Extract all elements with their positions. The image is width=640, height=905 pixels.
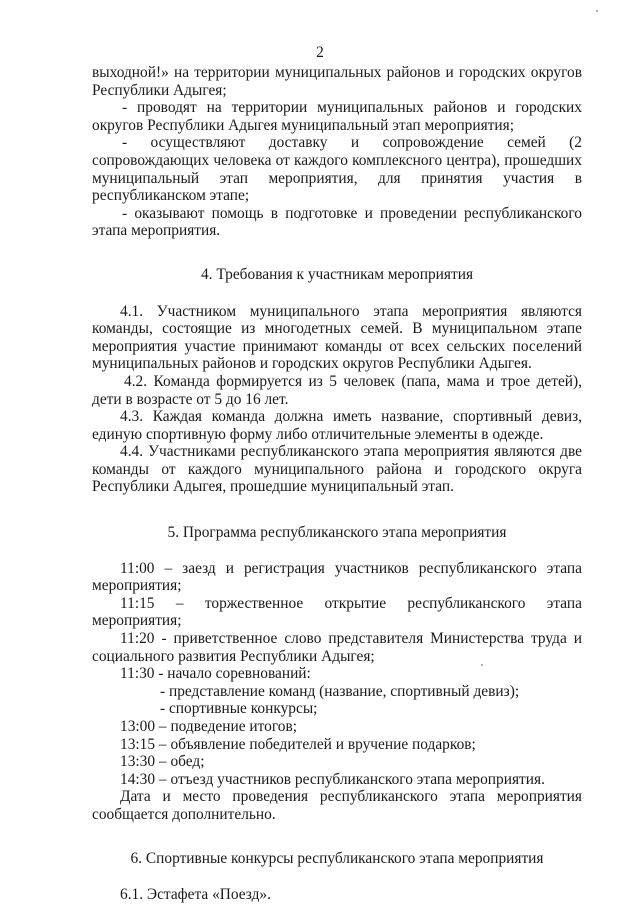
program-subitem: - спортивные конкурсы;: [160, 700, 318, 718]
program-note: Дата и место проведения республиканского этапа мероприятия сообщается дополнительно.: [92, 788, 582, 823]
scan-speck: [596, 10, 598, 12]
program-item: 14:30 – отъезд участников республиканского этапа мероприятия.: [120, 770, 545, 788]
program-item: 13:15 – объявление победителей и вручение подарков;: [120, 735, 476, 753]
page-number: 2: [316, 44, 324, 61]
section-5-heading: 5. Программа республиканского этапа мероприятия: [167, 524, 507, 542]
section-6-heading: 6. Спортивные конкурсы республиканского этапа мероприятия: [130, 849, 544, 867]
program-item: 13:30 – обед;: [120, 753, 205, 771]
section-4-paragraph: 4.1. Участником муниципального этапа мероприятия являются команды, состоящие из многодетных семей. В муниципальном этапе мероприятия участие принимают команды от всех сельских поселений муниципальных районов и городских округов Республики Адыгея.: [92, 302, 582, 373]
program-subitem: - представление команд (название, спортивный девиз);: [160, 682, 520, 700]
program-item: 11:15 – торжественное открытие республиканского этапа мероприятия;: [92, 594, 582, 630]
document-body: [92, 64, 582, 904]
section-4-heading: 4. Требования к участникам мероприятия: [200, 265, 474, 283]
intro-continuation: выходной!» на территории муниципальных районов и городских округов Республики Адыгея;: [92, 64, 582, 99]
section-6-item: 6.1. Эстафета «Поезд».: [120, 886, 271, 904]
program-item: 11:30 - начало соревнований:: [120, 665, 311, 683]
section-4-paragraph: 4.4. Участниками республиканского этапа мероприятия являются две команды от каждого муниципального района и городского округа Республики Адыгея, прошедшие муниципальный этап.: [92, 443, 582, 496]
program-item: 11:20 - приветственное слово представителя Министерства труда и социального развития Республики Адыгея;: [92, 630, 582, 665]
intro-bullet: - проводят на территории муниципальных районов и городских округов Республики Адыгея муниципальный этап мероприятия;: [92, 99, 582, 134]
program-item: 13:00 – подведение итогов;: [120, 718, 298, 735]
program-item: 11:00 – заезд и регистрация участников республиканского этапа мероприятия;: [92, 559, 582, 595]
section-4-paragraph: 4.2. Команда формируется из 5 человек (папа, мама и трое детей), дети в возрасте от 5 до 16 лет.: [92, 372, 582, 408]
intro-bullet: - оказывают помощь в подготовке и проведении республиканского этапа мероприятия.: [92, 204, 582, 240]
intro-bullet: - осуществляют доставку и сопровождение семей (2 сопровождающих человека от каждого комплексного центра), прошедших муниципальный этап мероприятия, для принятия участия в республиканском этапе;: [92, 134, 582, 205]
section-4-paragraph: 4.3. Каждая команда должна иметь название, спортивный девиз, единую спортивную форму либо отличительные элементы в одежде.: [92, 408, 582, 443]
